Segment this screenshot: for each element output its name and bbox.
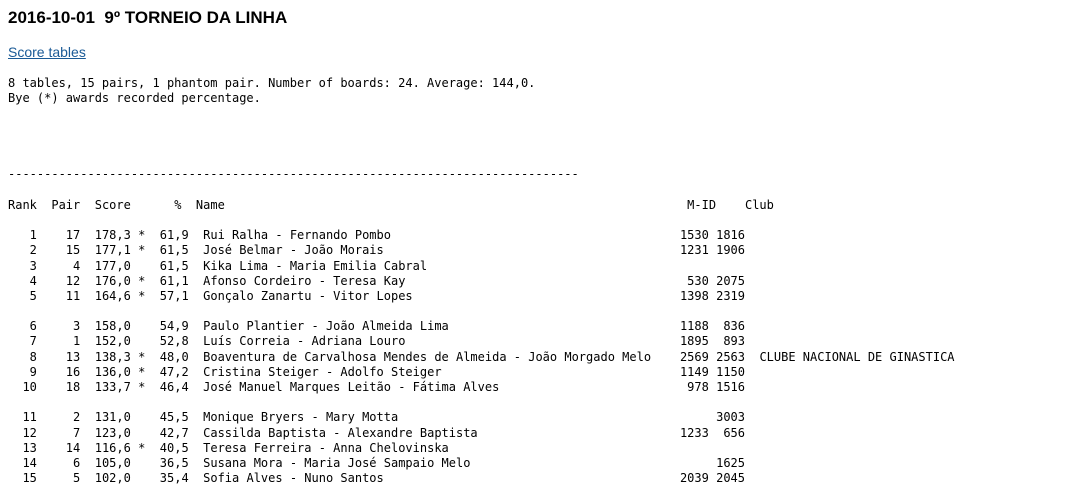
name-cell: Gonçalo Zanartu - Vitor Lopes bbox=[203, 288, 666, 303]
bye-marker bbox=[138, 259, 145, 273]
score-cell: 102,0 bbox=[94, 471, 131, 486]
result-row bbox=[8, 441, 955, 456]
mid2-cell: 2075 bbox=[716, 273, 745, 288]
score-cell: 105,0 bbox=[94, 455, 131, 470]
mid1-cell: 978 bbox=[679, 380, 709, 394]
blank-line bbox=[8, 137, 955, 152]
score-cell: 131,0 bbox=[94, 410, 131, 425]
mid2-cell: 1906 bbox=[716, 243, 745, 258]
mid1-cell: 1233 bbox=[679, 425, 709, 440]
pair-cell: 18 bbox=[51, 380, 81, 394]
result-row bbox=[8, 456, 955, 471]
score-cell: 152,0 bbox=[94, 334, 131, 349]
club-cell: CLUBE NACIONAL DE GINASTICA bbox=[759, 349, 955, 364]
name-cell: Teresa Ferreira - Anna Chelovinska bbox=[203, 440, 666, 455]
score-cell: 133,7 bbox=[94, 380, 131, 394]
tournament-summary bbox=[8, 76, 535, 106]
blank-line bbox=[8, 213, 955, 228]
rank-cell: 10 bbox=[8, 380, 37, 394]
result-row bbox=[8, 410, 955, 425]
mid2-cell: 2319 bbox=[716, 288, 745, 303]
bye-marker: * bbox=[138, 380, 146, 394]
pair-cell: 5 bbox=[51, 471, 81, 486]
summary-line-tables: 8 tables, 15 pairs, 1 phantom pair. Number of boards: 24. Average: 144,0. bbox=[8, 76, 536, 90]
percent-cell: 48,0 bbox=[159, 349, 189, 364]
mid2-cell: 1150 bbox=[716, 364, 745, 379]
bye-marker bbox=[138, 334, 145, 348]
column-header-row bbox=[8, 198, 955, 213]
name-cell: Monique Bryers - Mary Motta bbox=[203, 410, 666, 425]
bye-marker bbox=[138, 471, 145, 485]
col-header-percent: % bbox=[174, 197, 182, 212]
page-title: 2016-10-01 9º TORNEIO DA LINHA bbox=[8, 8, 288, 27]
name-cell: Cristina Steiger - Adolfo Steiger bbox=[203, 364, 666, 379]
bye-marker: * bbox=[138, 440, 146, 455]
mid2-cell: 2045 bbox=[716, 471, 745, 486]
result-row bbox=[8, 319, 955, 334]
mid1-cell: 2039 bbox=[679, 471, 709, 486]
result-row bbox=[8, 228, 955, 243]
score-cell: 116,6 bbox=[94, 440, 131, 455]
result-row bbox=[8, 243, 955, 258]
pair-cell: 2 bbox=[51, 410, 81, 425]
result-row bbox=[8, 334, 955, 349]
bye-marker bbox=[138, 410, 145, 424]
result-row bbox=[8, 289, 955, 304]
rank-cell: 1 bbox=[8, 228, 37, 243]
score-cell: 164,6 bbox=[94, 288, 131, 303]
rank-cell: 3 bbox=[8, 258, 37, 273]
percent-cell: 57,1 bbox=[159, 288, 189, 303]
rank-cell: 6 bbox=[8, 319, 37, 334]
summary-line-bye: Bye (*) awards recorded percentage. bbox=[8, 91, 261, 106]
score-cell: 123,0 bbox=[94, 425, 131, 440]
mid2-cell: 1816 bbox=[716, 228, 745, 243]
name-cell: José Manuel Marques Leitão - Fátima Alves bbox=[203, 380, 666, 394]
mid1-cell: 530 bbox=[679, 273, 709, 288]
rank-cell: 9 bbox=[8, 364, 37, 379]
percent-cell: 61,1 bbox=[159, 273, 189, 288]
mid2-cell: 656 bbox=[716, 425, 745, 440]
pair-cell: 13 bbox=[51, 349, 81, 364]
bye-marker: * bbox=[138, 228, 146, 243]
percent-cell: 35,4 bbox=[159, 471, 189, 486]
percent-cell: 61,5 bbox=[159, 258, 189, 273]
score-cell: 178,3 bbox=[94, 228, 131, 243]
bye-marker: * bbox=[138, 364, 146, 379]
percent-cell: 40,5 bbox=[159, 440, 189, 455]
rank-cell: 5 bbox=[8, 288, 37, 303]
mid1-cell bbox=[680, 410, 709, 424]
mid1-cell: 1895 bbox=[679, 334, 709, 349]
result-row bbox=[8, 471, 955, 486]
percent-cell: 45,5 bbox=[159, 410, 189, 425]
name-cell: Luís Correia - Adriana Louro bbox=[203, 334, 666, 349]
result-row bbox=[8, 350, 955, 365]
rank-cell: 4 bbox=[8, 273, 37, 288]
rank-cell: 11 bbox=[8, 410, 37, 425]
mid1-cell: 1231 bbox=[679, 243, 709, 258]
score-cell: 136,0 bbox=[94, 364, 131, 379]
col-header-score: Score bbox=[94, 197, 131, 212]
mid1-cell bbox=[680, 259, 709, 273]
score-cell: 138,3 bbox=[94, 349, 131, 364]
result-row bbox=[8, 365, 955, 380]
blank-line bbox=[8, 304, 955, 319]
results-table bbox=[8, 137, 955, 486]
pair-cell: 1 bbox=[51, 334, 81, 349]
score-cell: 177,0 bbox=[94, 258, 131, 273]
bye-marker bbox=[138, 319, 145, 333]
pair-cell: 16 bbox=[51, 364, 81, 379]
mid1-cell: 1188 bbox=[679, 319, 709, 334]
name-cell: Afonso Cordeiro - Teresa Kay bbox=[203, 273, 666, 288]
bye-marker: * bbox=[138, 288, 146, 303]
pair-cell: 15 bbox=[51, 243, 81, 258]
mid2-cell: 1516 bbox=[716, 380, 745, 394]
pair-cell: 11 bbox=[51, 288, 81, 303]
rank-cell: 14 bbox=[8, 455, 37, 470]
pair-cell: 14 bbox=[51, 440, 81, 455]
mid2-cell: 2563 bbox=[716, 349, 745, 364]
mid1-cell: 1530 bbox=[679, 228, 709, 243]
percent-cell: 47,2 bbox=[159, 364, 189, 379]
mid1-cell: 1398 bbox=[679, 288, 709, 303]
name-cell: Boaventura de Carvalhosa Mendes de Almeida - João Morgado Melo bbox=[203, 349, 666, 364]
mid2-cell: 1625 bbox=[716, 455, 745, 470]
mid1-cell: 1149 bbox=[679, 364, 709, 379]
rank-cell: 8 bbox=[8, 349, 37, 364]
blank-line bbox=[8, 395, 955, 410]
percent-cell: 52,8 bbox=[159, 334, 189, 349]
name-cell: Cassilda Baptista - Alexandre Baptista bbox=[203, 425, 666, 440]
score-cell: 177,1 bbox=[94, 243, 131, 258]
score-tables-link[interactable]: Score tables bbox=[8, 44, 86, 60]
name-cell: Paulo Plantier - João Almeida Lima bbox=[203, 319, 666, 334]
name-cell: José Belmar - João Morais bbox=[203, 243, 666, 258]
separator-line: ------------------------------------------------------------------------------- bbox=[8, 167, 579, 182]
percent-cell: 46,4 bbox=[159, 380, 189, 394]
rank-cell: 2 bbox=[8, 243, 37, 258]
bye-marker: * bbox=[138, 349, 146, 364]
result-row bbox=[8, 274, 955, 289]
rank-cell: 12 bbox=[8, 425, 37, 440]
pair-cell: 7 bbox=[51, 425, 81, 440]
score-cell: 158,0 bbox=[94, 319, 131, 334]
bye-marker bbox=[138, 426, 145, 440]
percent-cell: 54,9 bbox=[159, 319, 189, 334]
col-header-rank: Rank bbox=[8, 197, 37, 212]
mid2-cell: 3003 bbox=[716, 410, 745, 425]
result-row bbox=[8, 259, 955, 274]
rank-cell: 15 bbox=[8, 471, 37, 486]
percent-cell: 61,9 bbox=[159, 228, 189, 243]
mid2-cell bbox=[716, 259, 745, 273]
bye-marker: * bbox=[138, 243, 146, 258]
name-cell: Kika Lima - Maria Emilia Cabral bbox=[203, 258, 666, 273]
col-header-club: Club bbox=[744, 197, 774, 212]
name-cell: Susana Mora - Maria José Sampaio Melo bbox=[203, 455, 666, 470]
result-row bbox=[8, 380, 955, 395]
mid2-cell: 836 bbox=[716, 319, 745, 334]
name-cell: Sofia Alves - Nuno Santos bbox=[203, 471, 666, 486]
pair-cell: 12 bbox=[51, 273, 81, 288]
result-row bbox=[8, 426, 955, 441]
mid2-cell: 893 bbox=[716, 334, 745, 349]
blank-line bbox=[8, 152, 955, 167]
bye-marker: * bbox=[138, 273, 146, 288]
rank-cell: 13 bbox=[8, 440, 37, 455]
percent-cell: 61,5 bbox=[159, 243, 189, 258]
mid1-cell: 2569 bbox=[679, 349, 709, 364]
percent-cell: 42,7 bbox=[159, 425, 189, 440]
pair-cell: 3 bbox=[51, 319, 81, 334]
mid2-cell bbox=[716, 441, 745, 455]
bye-marker bbox=[138, 456, 145, 470]
percent-cell: 36,5 bbox=[159, 455, 189, 470]
mid1-cell bbox=[680, 456, 709, 470]
pair-cell: 6 bbox=[51, 455, 81, 470]
rank-cell: 7 bbox=[8, 334, 37, 349]
col-header-name: Name bbox=[195, 197, 659, 212]
col-header-pair: Pair bbox=[51, 197, 81, 212]
col-header-mid: M-ID bbox=[672, 197, 717, 212]
name-cell: Rui Ralha - Fernando Pombo bbox=[203, 228, 666, 243]
pair-cell: 4 bbox=[51, 258, 81, 273]
score-cell: 176,0 bbox=[94, 273, 131, 288]
blank-line bbox=[8, 183, 955, 198]
mid1-cell bbox=[680, 441, 709, 455]
separator-row bbox=[8, 167, 955, 182]
pair-cell: 17 bbox=[51, 228, 81, 243]
